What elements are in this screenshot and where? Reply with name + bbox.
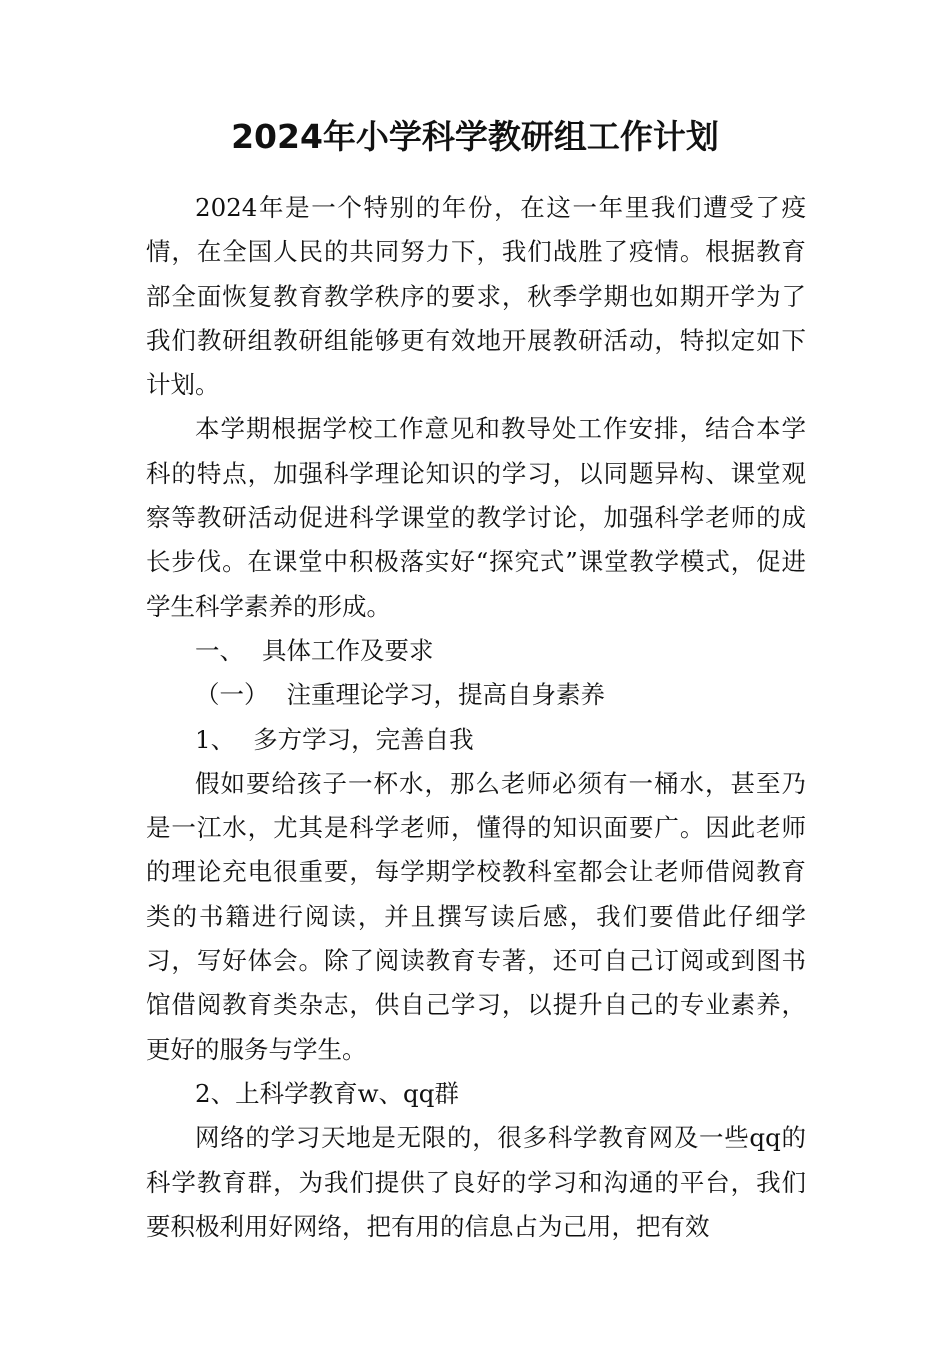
section-heading: [146, 629, 806, 673]
item-title: 多方学习，完善自我: [253, 724, 474, 754]
subsection-title: 注重理论学习，提高自身素养: [286, 680, 605, 710]
document-body: [146, 186, 806, 1249]
item-heading: [146, 718, 806, 762]
item-paragraph: 假如要给孩子一杯水，那么老师必须有一桶水，甚至乃是一江水，尤其是科学老师，懂得的知识面要广。因此老师的理论充电很重要，每学期学校教科室都会让老师借阅教育类的书籍进行阅读，并且撰写读后感，我们要借此仔细学习，写好体会。除了阅读教育专著，还可自己订阅或到图书馆借阅教育类杂志，供自己学习，以提升自己的专业素养，更好的服务与学生。: [146, 768, 806, 1064]
subsection-heading: [146, 673, 806, 717]
document-title: 2024年小学科学教研组工作计划: [231, 117, 719, 156]
intro-paragraph: 2024年是一个特别的年份，在这一年里我们遭受了疫情，在全国人民的共同努力下，我们战胜了疫情。根据教育部全面恢复教育教学秩序的要求，秋季学期也如期开学为了我们教研组教研组能够更有效地开展教研活动，特拟定如下计划。: [146, 193, 806, 400]
section-number: 一、: [195, 635, 244, 665]
item-number: 1、: [195, 724, 236, 754]
subsection-number: （一）: [195, 680, 269, 710]
goal-paragraph: 本学期根据学校工作意见和教导处工作安排，结合本学科的特点，加强科学理论知识的学习，以同题异构、课堂观察等教研活动促进科学课堂的教学讨论，加强科学老师的成长步伐。在课堂中积极落实好“探究式”课堂教学模式，促进学生科学素养的形成。: [146, 414, 806, 621]
item-heading-2: 2、上科学教育w、qq群: [195, 1078, 459, 1108]
section-title: 具体工作及要求: [262, 635, 434, 665]
item-paragraph-2: 网络的学习天地是无限的，很多科学教育网及一些qq的科学教育群，为我们提供了良好的学习和沟通的平台，我们要积极利用好网络，把有用的信息占为己用，把有效: [146, 1123, 806, 1241]
